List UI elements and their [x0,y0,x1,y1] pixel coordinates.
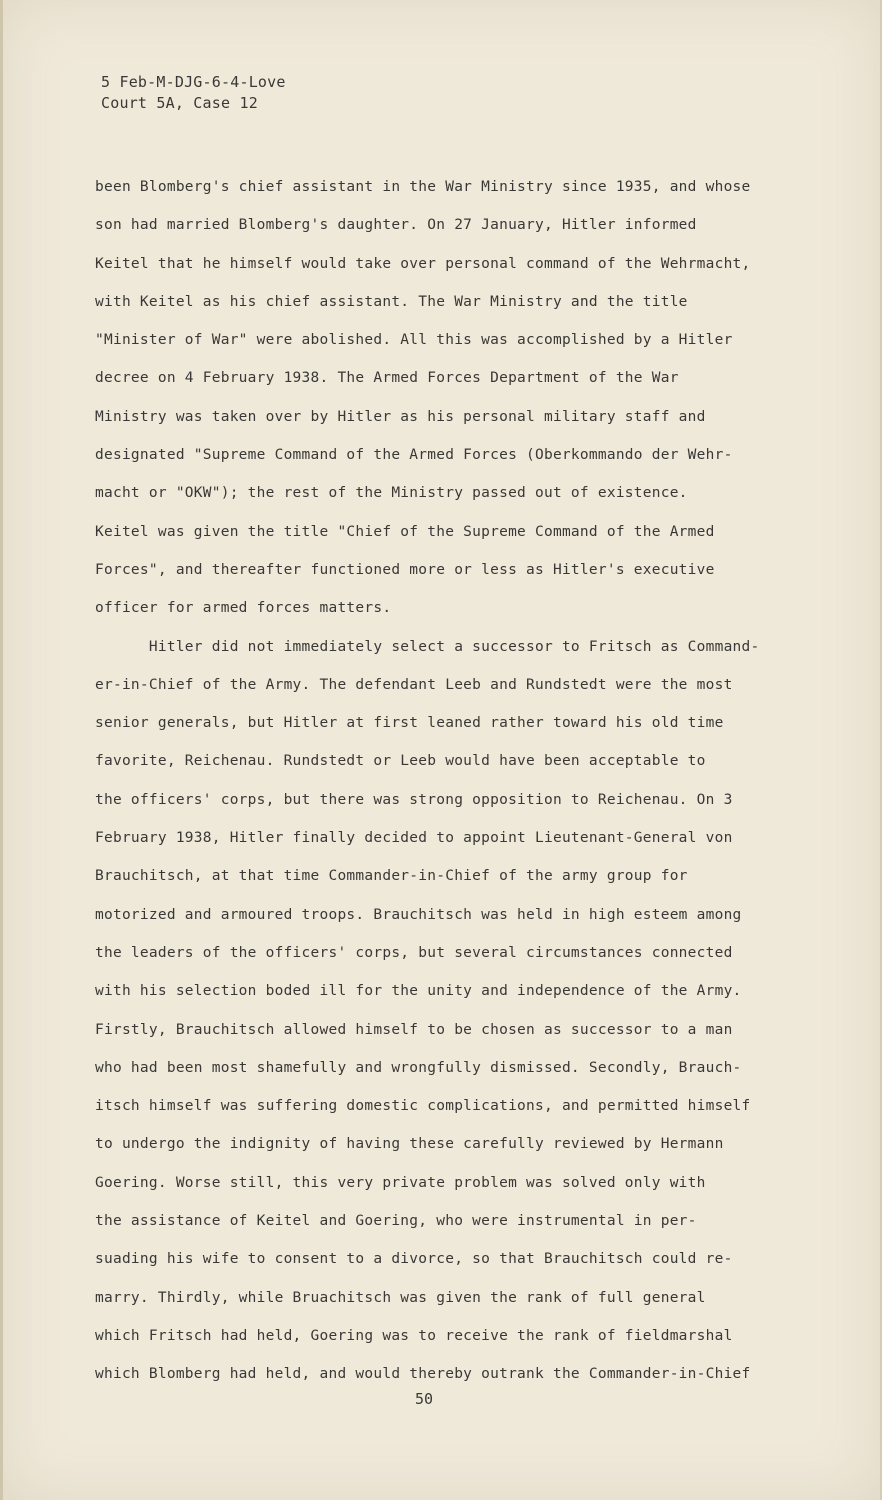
header-court-line: Court 5A, Case 12 [101,94,258,112]
text-line: Brauchitsch, at that time Commander-in-Chief of the army group for [95,868,688,885]
text-line: Goering. Worse still, this very private problem was solved only with [95,1174,706,1191]
text-line: which Blomberg had held, and would thereby outrank the Commander-in-Chief [95,1366,751,1383]
text-line: Keitel that he himself would take over personal command of the Wehrmacht, [95,255,751,272]
text-line: Keitel was given the title "Chief of the Supreme Command of the Armed [95,523,715,540]
text-line: designated "Supreme Command of the Armed Forces (Oberkommando der Wehr- [95,447,733,464]
page-number: 50 [415,1390,434,1408]
text-line: the officers' corps, but there was strong opposition to Reichenau. On 3 [95,791,733,808]
document-header [101,72,286,114]
text-line: macht or "OKW"); the rest of the Ministry passed out of existence. [95,485,688,502]
text-line: son had married Blomberg's daughter. On 27 January, Hitler informed [95,217,697,234]
text-line: Firstly, Brauchitsch allowed himself to be chosen as successor to a man [95,1021,733,1038]
text-line: senior generals, but Hitler at first leaned rather toward his old time [95,715,724,732]
text-line: Forces", and thereafter functioned more or less as Hitler's executive [95,561,715,578]
text-line: who had been most shamefully and wrongfully dismissed. Secondly, Brauch- [95,1059,742,1076]
text-line: Ministry was taken over by Hitler as his personal military staff and [95,408,706,425]
text-line: motorized and armoured troops. Brauchitsch was held in high esteem among [95,906,742,923]
text-line: with Keitel as his chief assistant. The War Ministry and the title [95,293,688,310]
text-line: February 1938, Hitler finally decided to appoint Lieutenant-General von [95,830,733,847]
text-line: marry. Thirdly, while Bruachitsch was given the rank of full general [95,1289,706,1306]
text-line: decree on 4 February 1938. The Armed Forces Department of the War [95,370,679,387]
text-line: the leaders of the officers' corps, but several circumstances connected [95,944,733,961]
text-line: er-in-Chief of the Army. The defendant Leeb and Rundstedt were the most [95,676,733,693]
text-line: favorite, Reichenau. Rundstedt or Leeb would have been acceptable to [95,753,706,770]
document-body [95,172,807,1398]
text-line: Hitler did not immediately select a successor to Fritsch as Command- [95,638,760,655]
text-line: "Minister of War" were abolished. All this was accomplished by a Hitler [95,332,733,349]
text-line: which Fritsch had held, Goering was to receive the rank of fieldmarshal [95,1327,733,1344]
text-line: been Blomberg's chief assistant in the War Ministry since 1935, and whose [95,179,751,195]
text-line: to undergo the indignity of having these carefully reviewed by Hermann [95,1136,724,1153]
text-line: with his selection boded ill for the unity and independence of the Army. [95,983,742,1000]
text-line: the assistance of Keitel and Goering, who were instrumental in per- [95,1213,697,1230]
text-line: officer for armed forces matters. [95,600,392,617]
text-line: itsch himself was suffering domestic complications, and permitted himself [95,1098,751,1115]
header-reference-line: 5 Feb-M-DJG-6-4-Love [101,73,286,91]
text-line: suading his wife to consent to a divorce, so that Brauchitsch could re- [95,1251,733,1268]
